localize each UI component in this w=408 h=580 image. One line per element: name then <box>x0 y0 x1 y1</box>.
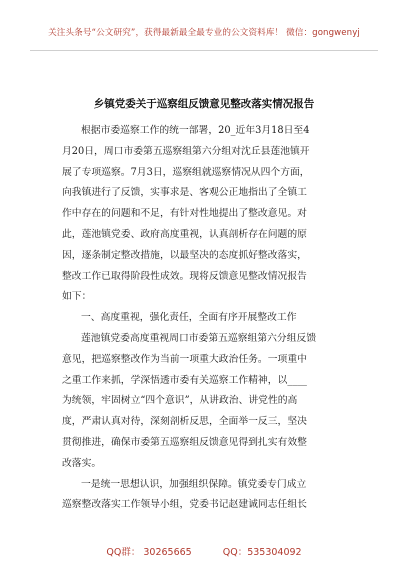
paragraph-line: 意见，把巡察整改作为当前一项重大政治任务。一项重中 <box>62 353 307 365</box>
paragraph-line: 巡察整改落实工作领导小组，党委书记赵建诚同志任组长 <box>62 499 307 511</box>
paragraph-line: 整改工作已取得阶段性成效。现将反馈意见整改情况报告 <box>62 270 307 282</box>
paragraph-line: 展了专项巡察。7月3日，巡察组就巡察情况从四个方面， <box>62 166 310 178</box>
paragraph-line: 如下： <box>62 291 92 303</box>
paragraph-line: 为统领，牢固树立“四个意识”，从讲政治、讲党性的高 <box>62 395 298 407</box>
header-divider <box>30 50 378 51</box>
paragraph-line: 向我镇进行了反馈，实事求是、客观公正地指出了全镇工 <box>62 187 307 199</box>
paragraph-line: 一是统一思想认识，加强组织保障。镇党委专门成立 <box>81 478 307 490</box>
footer-qq: QQ：535304092 <box>222 547 302 558</box>
paragraph-line: 此，莲池镇党委、政府高度重视，认真剖析存在问题的原 <box>62 228 307 240</box>
header-banner: 关注头条号“公文研究”，获得最新最全最专业的公文资料库！ 微信：gongwenyj <box>48 28 360 38</box>
footer-contact <box>0 544 408 558</box>
paragraph-line: 改落实。 <box>62 457 102 469</box>
paragraph-line: 莲池镇党委高度重视周口市委第五巡察组第六分组反馈 <box>81 332 317 344</box>
paragraph-line: 因，逐条制定整改措施，以最坚决的态度抓好整改落实， <box>62 249 307 261</box>
paragraph-line: 贯彻推进，确保市委第五巡察组反馈意见得到扎实有效整 <box>62 436 307 448</box>
document-title: 乡镇党委关于巡察组反馈意见整改落实情况报告 <box>93 98 315 110</box>
paragraph-line: 作中存在的问题和不足，有针对性地提出了整改意见。对 <box>62 208 307 220</box>
section-heading: 一、高度重视，强化责任，全面有序开展整改工作 <box>81 312 297 324</box>
paragraph-line: 之重工作来抓，学深悟透市委有关巡察工作精神，以____ <box>62 374 307 386</box>
footer-qq-group: QQ群： 30265665 <box>106 547 192 558</box>
paragraph-line: 度，严肃认真对待，深刻剖析反思，全面举一反三，坚决 <box>62 416 307 428</box>
paragraph-line: 根据市委巡察工作的统一部署，20_近年3月18日至4 <box>81 125 310 136</box>
document-body <box>62 121 352 516</box>
paragraph-line: 月20日，周口市委第五巡察组第六分组对沈丘县莲池镇开 <box>62 145 310 157</box>
